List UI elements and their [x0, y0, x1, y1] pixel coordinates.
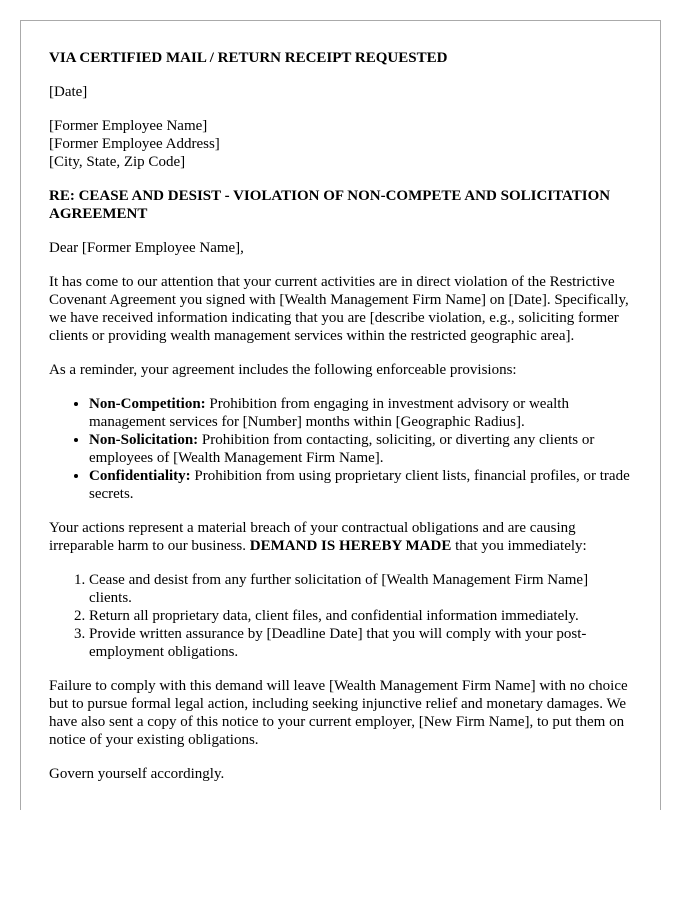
breach-text: Your actions represent a material breach of your contractual obligations and are causing irreparable harm to our business.: [49, 520, 576, 554]
letter-page: [20, 20, 661, 810]
provision-title: Non-Competition:: [89, 396, 206, 412]
recipient-name: [Former Employee Name]: [49, 118, 208, 134]
provision-title: Non-Solicitation:: [89, 432, 199, 448]
closing-line: Govern yourself accordingly.: [49, 766, 225, 782]
salutation: Dear [Former Employee Name],: [49, 240, 244, 256]
recipient-street: [Former Employee Address]: [49, 136, 220, 152]
provisions-list: [49, 395, 632, 503]
breach-tail: that you immediately:: [451, 538, 587, 554]
reminder-paragraph: As a reminder, your agreement includes the following enforceable provisions:: [49, 362, 517, 378]
list-item: [89, 431, 632, 467]
demands-list: [49, 571, 632, 661]
delivery-method-line: VIA CERTIFIED MAIL / RETURN RECEIPT REQUESTED: [49, 50, 448, 66]
list-item: 3. Provide written assurance by [Deadline Date] that you will comply with your post-employment obligations.: [89, 625, 632, 661]
provision-title: Confidentiality:: [89, 468, 191, 484]
intro-paragraph: It has come to our attention that your current activities are in direct violation of the Restrictive Covenant Agreement you signed with [Wealth Management Firm Name] on [Date]. Specifically, we have received information indicating that you are [describe violation, e.g., soliciting former clients or providing wealth management services within the restricted geographic area].: [49, 274, 629, 344]
recipient-address: [49, 117, 632, 171]
provision-text: Prohibition from engaging in investment advisory or wealth management services for [Number] months within [Geographic Radius].: [89, 396, 569, 430]
list-item: [89, 395, 632, 431]
subject-line: RE: CEASE AND DESIST - VIOLATION OF NON-COMPETE AND SOLICITATION AGREEMENT: [49, 188, 611, 222]
provision-text: Prohibition from using proprietary client lists, financial profiles, or trade secrets.: [89, 468, 630, 502]
consequence-paragraph: Failure to comply with this demand will leave [Wealth Management Firm Name] with no choice but to pursue formal legal action, including seeking injunctive relief and monetary damages. We have also sent a copy of this notice to your current employer, [New Firm Name], to put them on notice of your existing obligations.: [49, 678, 628, 748]
breach-emphasis: DEMAND IS HEREBY MADE: [249, 538, 452, 554]
letter-date: [Date]: [49, 84, 88, 100]
list-item: 2. Return all proprietary data, client files, and confidential information immediately.: [89, 607, 632, 625]
list-item: [89, 467, 632, 503]
provision-text: Prohibition from contacting, soliciting, or diverting any clients or employees of [Wealth Management Firm Name].: [89, 432, 595, 466]
list-item: 1. Cease and desist from any further solicitation of [Wealth Management Firm Name] clients.: [89, 571, 632, 607]
recipient-city-state-zip: [City, State, Zip Code]: [49, 154, 186, 170]
breach-paragraph: [49, 519, 632, 555]
